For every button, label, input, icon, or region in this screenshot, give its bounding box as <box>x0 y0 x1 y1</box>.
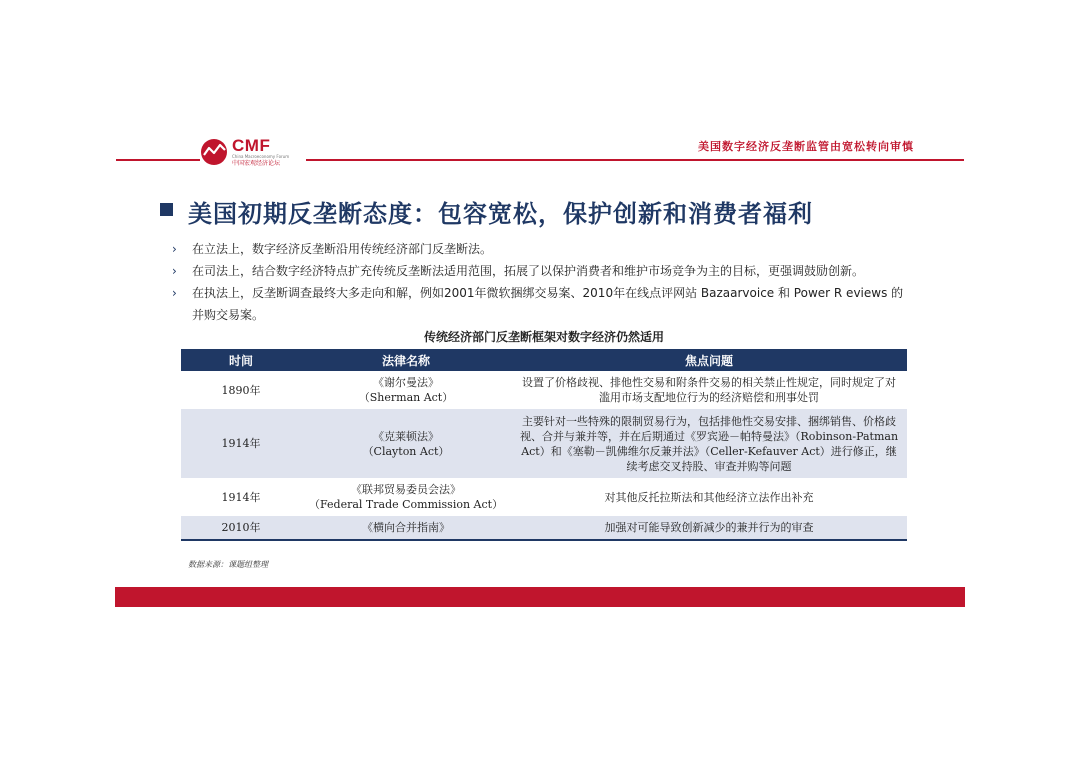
table-header-row <box>181 349 907 371</box>
bullet-text: 在立法上，数字经济反垄断沿用传统经济部门反垄断法。 <box>192 242 493 256</box>
table-row <box>181 409 907 478</box>
cell-focus: 加强对可能导致创新减少的兼并行为的审查 <box>511 516 907 540</box>
footer-bar <box>115 587 965 607</box>
list-item <box>172 238 912 260</box>
cell-law <box>301 409 511 478</box>
header-rule-right <box>306 159 964 161</box>
title-square-icon <box>160 203 173 216</box>
logo-text: CMF <box>232 136 271 155</box>
cell-focus: 设置了价格歧视、排他性交易和附条件交易的相关禁止性规定，同时规定了对滥用市场支配地位行为的经济赔偿和刑事处罚 <box>522 376 896 404</box>
cell-time: 1914年 <box>181 409 301 478</box>
cell-law <box>301 478 511 516</box>
law-name: 《谢尔曼法》 <box>373 376 439 389</box>
data-source-note: 数据来源：课题组整理 <box>188 560 268 569</box>
cell-time: 1890年 <box>221 383 261 397</box>
law-name-en: （Sherman Act） <box>358 391 454 404</box>
law-name-en: （Clayton Act） <box>362 444 450 458</box>
table-row <box>181 371 907 409</box>
law-name: 《横向合并指南》 <box>362 521 450 534</box>
law-name: 《联邦贸易委员会法》 <box>351 483 461 496</box>
cell-focus: 对其他反托拉斯法和其他经济立法作出补充 <box>604 490 814 504</box>
list-item <box>172 260 912 282</box>
bullet-list <box>172 238 912 326</box>
bullet-text: 在执法上，反垄断调查最终大多走向和解，例如2001年微软捆绑交易案、2010年在线点评网站 Bazaarvoice 和 Power R eviews 的并购交易案。 <box>192 286 904 322</box>
law-table <box>181 349 907 541</box>
chevron-right-icon: › <box>172 242 177 256</box>
bullet-text: 在司法上，结合数字经济特点扩充传统反垄断法适用范围，拓展了以保护消费者和维护市场竞争为主的目标，更强调鼓励创新。 <box>192 264 865 278</box>
cell-law <box>301 516 511 540</box>
law-name-en: （Federal Trade Commission Act） <box>309 498 504 511</box>
list-item <box>172 282 912 326</box>
law-name: 《克莱顿法》 <box>373 429 439 443</box>
cmf-logo-icon <box>200 137 230 167</box>
column-header-time: 时间 <box>181 349 301 371</box>
logo-subtitle: China Macroeconomy Forum <box>232 154 290 159</box>
chevron-right-icon: › <box>172 264 177 278</box>
header-title: 美国数字经济反垄断监管由宽松转向审慎 <box>698 140 914 153</box>
table-row <box>181 516 907 540</box>
cell-time: 2010年 <box>181 516 301 540</box>
column-header-focus: 焦点问题 <box>511 349 907 371</box>
cell-focus: 主要针对一些特殊的限制贸易行为，包括排他性交易安排、捆绑销售、价格歧视、合并与兼并等，并在后期通过《罗宾逊－帕特曼法》（Robinson-Patman Act）和《塞勒－凯佛维尔反兼并法》（Celler-Kefauver Act）进行修正，继续考虑交叉持股、审查并购等问题 <box>511 409 907 478</box>
column-header-law: 法律名称 <box>301 349 511 371</box>
chevron-right-icon: › <box>172 286 177 300</box>
table-caption: 传统经济部门反垄断框架对数字经济仍然适用 <box>423 330 664 344</box>
cell-time: 1914年 <box>221 490 261 504</box>
logo-chinese-name: 中国宏观经济论坛 <box>232 160 281 167</box>
cell-law <box>301 371 511 409</box>
header-rule-left <box>116 159 200 161</box>
table-row <box>181 478 907 516</box>
page-title: 美国初期反垄断态度：包容宽松，保护创新和消费者福利 <box>188 200 813 228</box>
cmf-logo <box>200 137 300 167</box>
